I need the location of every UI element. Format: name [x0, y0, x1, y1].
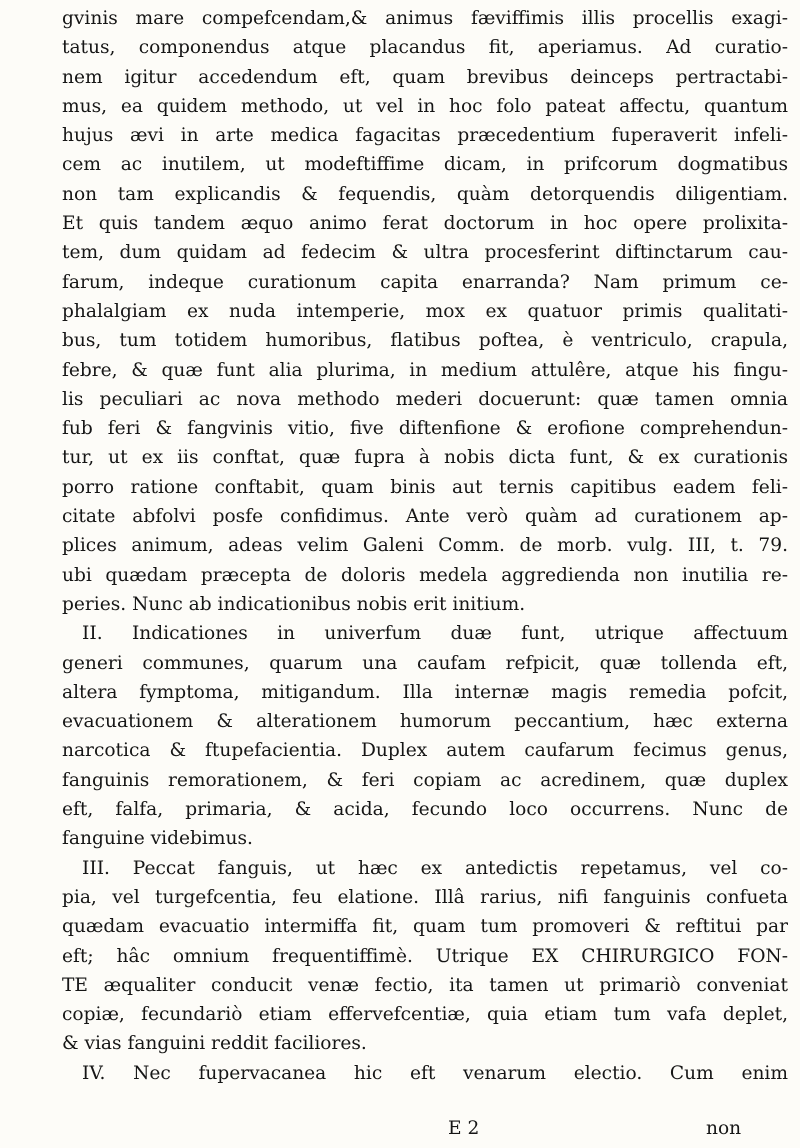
text-line: lis peculiari ac nova methodo mederi docuerunt: quæ tamen omnia — [62, 388, 788, 410]
section-heading-line: III. Peccat fanguis, ut hæc ex antedictis repetamus, vel co- — [82, 857, 788, 879]
text-line: Et quis tandem æquo animo ferat doctorum in hoc opere prolixita- — [62, 213, 788, 235]
text-line: cem ac inutilem, ut modeftiffime dicam, in prifcorum dogmatibus — [62, 154, 788, 176]
text-line: pia, vel turgefcentia, feu elatione. Illâ rarius, nifi fanguinis confueta — [62, 886, 788, 908]
text-line: hujus ævi in arte medica fagacitas præcedentium fuperaverit infeli- — [62, 125, 788, 147]
text-line: fanguinis remorationem, & feri copiam ac acredinem, quæ duplex — [62, 769, 788, 791]
text-line: narcotica & ftupefacientia. Duplex autem caufarum fecimus genus, — [62, 740, 788, 762]
text-line: tem, dum quidam ad fedecim & ultra procesferint diftinctarum cau- — [62, 242, 788, 264]
text-line: quædam evacuatio intermiffa fit, quam tum promoveri & reftitui par — [62, 916, 788, 938]
body-text — [62, 4, 788, 1088]
section-heading-line: II. Indicationes in univerfum duæ funt, utrique affectuum — [82, 623, 788, 645]
text-line: eft; hâc omnium frequentiffimè. Utrique EX CHIRURGICO FON- — [62, 945, 788, 967]
text-line: copiæ, fecundariò etiam effervefcentiæ, quia etiam tum vafa deplet, — [62, 1004, 788, 1026]
text-line: gvinis mare compefcendam,& animus fæviffimis illis procellis exagi- — [62, 8, 788, 29]
text-line: fanguine videbimus. — [62, 828, 253, 850]
text-line: eft, falfa, primaria, & acida, fecundo loco occurrens. Nunc de — [62, 799, 788, 821]
text-line: fub feri & fangvinis vitio, five diftenfione & erofione comprehendun- — [62, 418, 788, 440]
page-footer — [0, 1118, 800, 1146]
catchword: non — [706, 1118, 742, 1139]
text-line: tur, ut ex iis conftat, quæ fupra à nobis dicta funt, & ex curationis — [62, 447, 788, 469]
text-line: citate abfolvi posfe confidimus. Ante verò quàm ad curationem ap- — [62, 506, 788, 528]
text-line: mus, ea quidem methodo, ut vel in hoc folo pateat affectu, quantum — [62, 95, 788, 117]
text-line: nem igitur accedendum eft, quam brevibus deinceps pertractabi- — [62, 66, 788, 88]
text-line: farum, indeque curationum capita enarranda? Nam primum ce- — [62, 271, 788, 293]
text-line: evacuationem & alterationem humorum peccantium, hæc externa — [62, 711, 788, 733]
text-line: ubi quædam præcepta de doloris medela aggredienda non inutilia re- — [62, 564, 788, 586]
section-heading-line: IV. Nec fupervacanea hic eft venarum electio. Cum enim — [82, 1062, 788, 1084]
text-line: generi communes, quarum una caufam refpicit, quæ tollenda eft, — [62, 652, 788, 674]
text-line: non tam explicandis & fequendis, quàm detorquendis diligentiam. — [62, 183, 788, 205]
text-line: peries. Nunc ab indicationibus nobis erit initium. — [62, 593, 526, 615]
text-line: febre, & quæ funt alia plurima, in medium attulêre, atque his fingu- — [62, 359, 788, 381]
text-line: phalalgiam ex nuda intemperie, mox ex quatuor primis qualitati- — [62, 300, 788, 322]
text-line: altera fymptoma, mitigandum. Illa internæ magis remedia pofcit, — [62, 681, 788, 703]
text-line: TE æqualiter conducit venæ fectio, ita tamen ut primariò conveniat — [62, 974, 788, 996]
text-line: & vias fanguini reddit faciliores. — [62, 1033, 367, 1055]
text-line: porro ratione conftabit, quam binis aut ternis capitibus eadem feli- — [62, 476, 788, 498]
signature-mark: E 2 — [448, 1118, 480, 1139]
text-line: plices animum, adeas velim Galeni Comm. de morb. vulg. III, t. 79. — [62, 535, 788, 557]
text-line: tatus, componendus atque placandus fit, aperiamus. Ad curatio- — [62, 37, 788, 59]
text-line: bus, tum totidem humoribus, flatibus poftea, è ventriculo, crapula, — [62, 330, 788, 352]
